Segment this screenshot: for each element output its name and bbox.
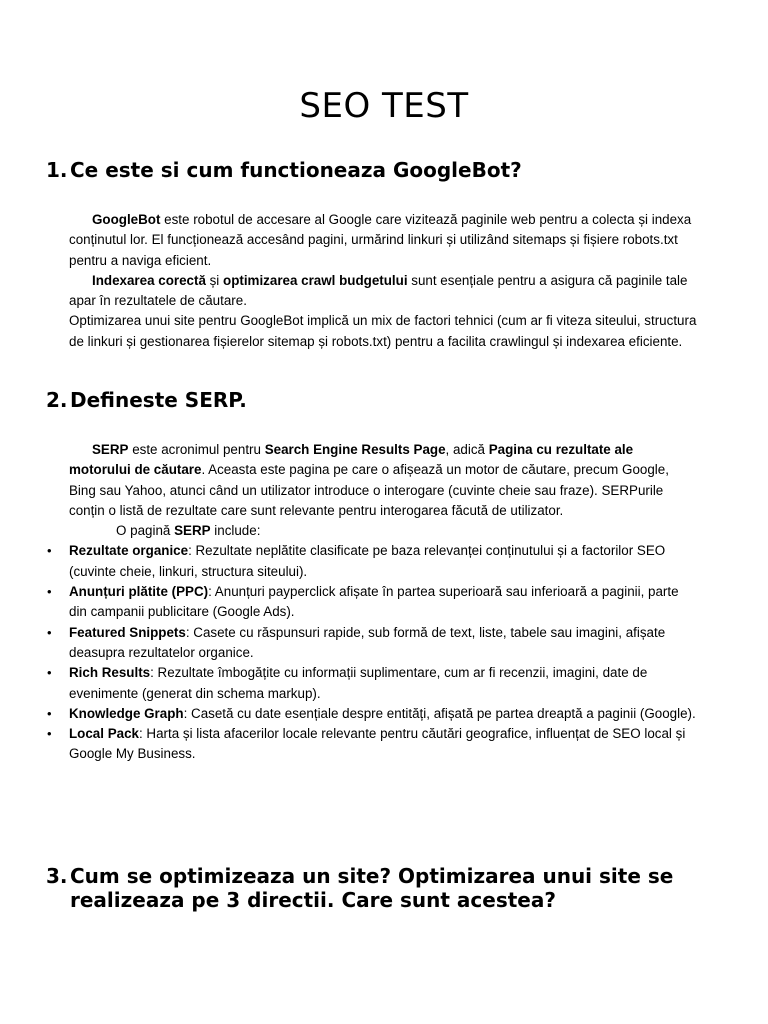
bullet-icon: • bbox=[47, 584, 52, 600]
paragraph-text: este acronimul pentru bbox=[128, 442, 265, 457]
question-1-heading bbox=[46, 158, 726, 182]
question-1-answer bbox=[69, 210, 697, 352]
list-item bbox=[47, 704, 697, 724]
question-2-title: Defineste SERP. bbox=[70, 388, 247, 412]
question-2-heading bbox=[46, 388, 726, 412]
bullet-description: : Anunțuri payperclick afișate în partea superioară sau inferioară a paginii, parte din campanii publicitare (Google Ads). bbox=[69, 584, 679, 620]
page-title: SEO TEST bbox=[299, 86, 469, 126]
bullet-term: Anunțuri plătite (PPC) bbox=[69, 584, 209, 600]
bullet-icon: • bbox=[47, 624, 52, 640]
bullet-description: : Harta și lista afacerilor locale relevante pentru căutări geografice, influențat de SEO local și Google My Business. bbox=[69, 726, 686, 762]
bullet-description: : Rezultate îmbogățite cu informații suplimentare, cum ar fi recenzii, imagini, date de evenimente (generat din schema markup). bbox=[69, 665, 648, 701]
question-1-number: 1. bbox=[46, 158, 68, 182]
bullet-description: : Rezultate neplătite clasificate pe baza relevanței conținutului și a factorilor SEO (cuvinte cheie, linkuri, structura siteului). bbox=[69, 543, 666, 579]
bullet-term: Rezultate organice bbox=[69, 543, 189, 559]
bullet-icon: • bbox=[47, 543, 52, 559]
question-3-title: Cum se optimizeaza un site? Optimizarea unui site se realizeaza pe 3 directii. Care sunt acestea? bbox=[70, 864, 674, 912]
list-item bbox=[47, 582, 697, 623]
bold-term: GoogleBot bbox=[92, 212, 161, 227]
paragraph-text: este robotul de accesare al Google care vizitează paginile web pentru a colecta și indexa conținutul lor. El funcționează accesând pagini, urmărind linkuri și utilizând sitemaps și fișiere robots.txt pentru a naviga eficient. bbox=[69, 212, 692, 268]
question-3-number: 3. bbox=[46, 864, 68, 888]
answer-paragraph bbox=[69, 271, 697, 312]
bullet-term: Local Pack bbox=[69, 726, 139, 742]
question-2-number: 2. bbox=[46, 388, 68, 412]
bullet-term: Rich Results bbox=[69, 665, 151, 681]
paragraph-text: . Aceasta este pagina pe care o afișează un motor de căutare, precum Google, Bing sau Yahoo, atunci când un utilizator introduce o interogare (cuvinte cheie sau fraze). SERPurile conțin o listă de rezultate care sunt relevante pentru interogarea făcută de utilizator. bbox=[69, 462, 669, 518]
paragraph-text: O pagină bbox=[116, 523, 175, 539]
bold-term: Indexarea corectă bbox=[92, 272, 206, 288]
bold-term: SERP bbox=[92, 442, 129, 457]
bold-term: optimizarea crawl budgetului bbox=[223, 272, 408, 288]
list-item bbox=[47, 541, 697, 582]
paragraph-text: sunt esențiale pentru a asigura că paginile tale apar în rezultatele de căutare. bbox=[69, 272, 688, 309]
list-item bbox=[47, 724, 697, 765]
paragraph-text: , adică bbox=[445, 442, 489, 457]
answer-paragraph bbox=[69, 210, 697, 271]
question-2-answer bbox=[47, 440, 697, 765]
bold-term: SERP bbox=[174, 523, 211, 539]
answer-paragraph: Optimizarea unui site pentru GoogleBot implică un mix de factori tehnici (cum ar fi viteza siteului, structura de linkuri și gestionarea fișierelor sitemap și robots.txt) pentru a facilita crawlingul și indexarea eficiente. bbox=[69, 313, 697, 349]
bullet-term: Featured Snippets bbox=[69, 624, 186, 640]
paragraph-text: include: bbox=[210, 523, 261, 539]
bullet-icon: • bbox=[47, 665, 52, 681]
bold-term: Search Engine Results Page bbox=[264, 442, 446, 457]
bullet-icon: • bbox=[47, 726, 52, 742]
bullet-term: Knowledge Graph bbox=[69, 705, 184, 721]
serp-components-list bbox=[47, 541, 697, 764]
bullet-icon: • bbox=[47, 705, 52, 721]
question-1-title: Ce este si cum functioneaza GoogleBot? bbox=[70, 158, 522, 182]
bullet-description: : Casete cu răspunsuri rapide, sub formă de text, liste, tabele sau imagini, afișate deasupra rezultatelor organice. bbox=[69, 624, 666, 660]
question-3-heading bbox=[46, 864, 726, 912]
list-item bbox=[47, 663, 697, 704]
bold-term: Pagina cu rezultate ale motorului de căutare bbox=[69, 442, 634, 478]
answer-paragraph bbox=[69, 521, 697, 541]
answer-paragraph bbox=[69, 440, 697, 521]
list-item bbox=[47, 623, 697, 664]
bullet-description: : Casetă cu date esențiale despre entități, afișată pe partea dreaptă a paginii (Google). bbox=[183, 705, 696, 721]
paragraph-text: și bbox=[205, 272, 224, 288]
